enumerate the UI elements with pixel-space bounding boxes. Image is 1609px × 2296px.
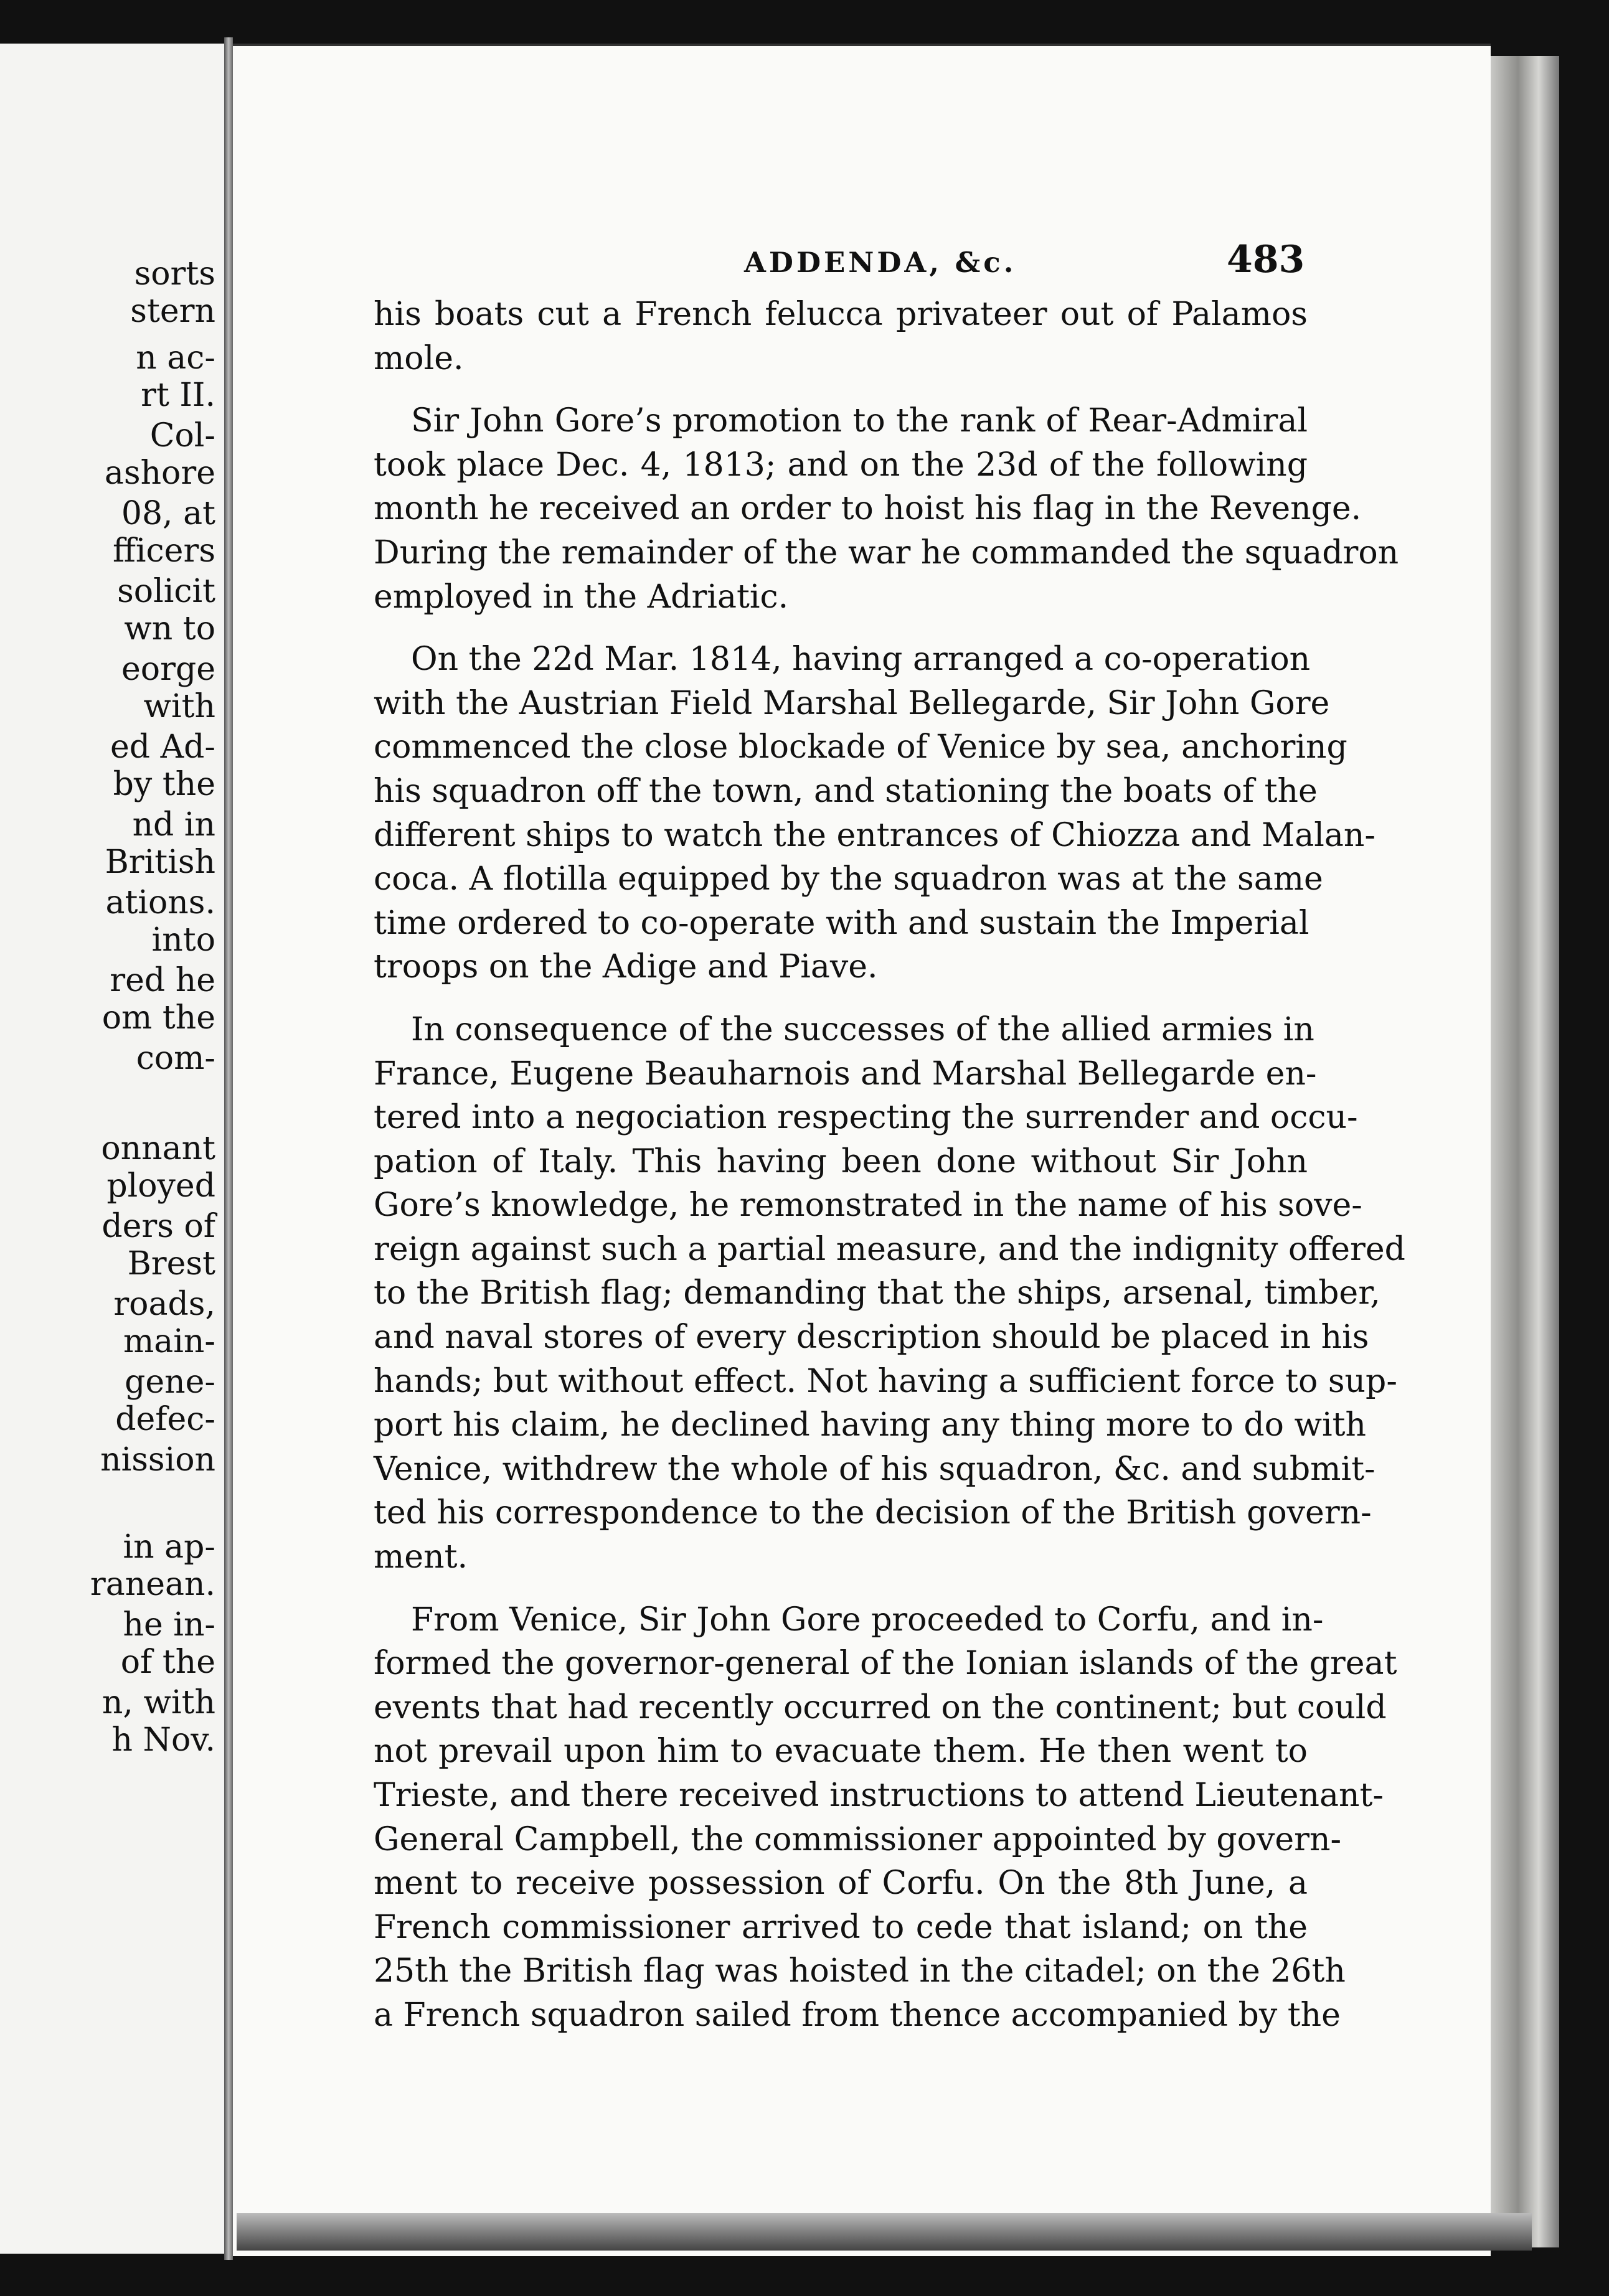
left-page-fragment: Brest: [127, 1245, 215, 1282]
text-line: events that had recently occurred on the continent; but could: [374, 1688, 1387, 1726]
paragraph-gap: [374, 1579, 1308, 1598]
running-header: ADDENDA, &c.: [744, 246, 1017, 279]
text-line: took place Dec. 4, 1813; and on the 23d of the following: [374, 446, 1308, 484]
page-number: 483: [1227, 238, 1305, 281]
left-page-fragment: ployed: [106, 1167, 215, 1205]
left-page-fragment: main-: [123, 1323, 215, 1360]
book-gutter: [224, 37, 233, 2260]
left-page-fragment: n ac-: [136, 339, 215, 377]
left-page-fragment: n, with: [101, 1684, 215, 1721]
paragraph-gap: [374, 380, 1308, 399]
text-line: his squadron off the town, and stationing the boats of the: [374, 772, 1318, 810]
text-line: pation of Italy. This having been done without Sir John: [374, 1142, 1308, 1180]
left-page-fragment: wn to: [124, 610, 215, 647]
text-line: Sir John Gore’s promotion to the rank of Rear-Admiral: [411, 402, 1308, 440]
left-page-fragment: om the: [101, 999, 215, 1037]
left-page-fragment: onnant: [101, 1130, 215, 1167]
left-page-fragment: he in-: [123, 1606, 215, 1644]
left-page-fragment: eorge: [121, 651, 215, 688]
page-edge-shadow: [1491, 56, 1559, 2247]
text-line: Gore’s knowledge, he remonstrated in the name of his sove-: [374, 1187, 1362, 1225]
left-page-fragment: roads,: [113, 1286, 215, 1323]
text-line: with the Austrian Field Marshal Bellegarde, Sir John Gore: [374, 684, 1330, 722]
text-line: formed the governor-general of the Ionian islands of the great: [374, 1645, 1397, 1683]
left-page-fragment: red he: [110, 962, 215, 999]
text-line: employed in the Adriatic.: [374, 578, 789, 616]
left-page-fragment: ranean.: [90, 1566, 215, 1603]
left-page-fragment: of the: [120, 1644, 215, 1681]
text-line: and naval stores of every description should be placed in his: [374, 1319, 1369, 1357]
left-page-fragment: gene-: [125, 1363, 215, 1401]
text-line: hands; but without effect. Not having a sufficient force to sup-: [374, 1362, 1397, 1400]
left-page-fragment: fficers: [112, 532, 215, 570]
left-page-fragment: nd in: [132, 806, 215, 844]
text-line: On the 22d Mar. 1814, having arranged a co-operation: [411, 641, 1311, 679]
left-page-fragment: stern: [130, 293, 215, 330]
left-page-fragment: Col-: [149, 417, 215, 454]
text-line: ted his correspondence to the decision of the British govern-: [374, 1494, 1372, 1532]
text-line: commenced the close blockade of Venice by sea, anchoring: [374, 728, 1347, 766]
left-page-fragment: sorts: [134, 255, 215, 293]
left-page-fragment: with: [143, 688, 215, 725]
left-page-fragment: solicit: [117, 573, 215, 610]
paragraph-gap: [374, 989, 1308, 1008]
left-page-fragment: British: [105, 844, 215, 881]
left-page-fragment: in ap-: [123, 1528, 215, 1566]
text-line: In consequence of the successes of the allied armies in: [411, 1010, 1314, 1048]
text-line: different ships to watch the entrances of Chiozza and Malan-: [374, 816, 1375, 854]
text-line: month he received an order to hoist his flag in the Revenge.: [374, 490, 1362, 528]
text-line: to the British flag; demanding that the ships, arsenal, timber,: [374, 1274, 1380, 1312]
left-page: [0, 44, 228, 2254]
left-page-fragment: com-: [136, 1040, 215, 1077]
text-line: coca. A flotilla equipped by the squadron was at the same: [374, 860, 1323, 898]
text-line: not prevail upon him to evacuate them. He then went to: [374, 1733, 1308, 1771]
text-line: reign against such a partial measure, and the indignity offered: [374, 1230, 1405, 1268]
text-line: mole.: [374, 339, 464, 377]
text-line: Trieste, and there received instructions to attend Lieutenant-: [374, 1777, 1384, 1814]
left-page-fragment: by the: [113, 766, 215, 803]
text-line: During the remainder of the war he commanded the squadron: [374, 534, 1399, 572]
text-line: ment.: [374, 1538, 468, 1576]
text-line: 25th the British flag was hoisted in the citadel; on the 26th: [374, 1952, 1346, 1990]
left-page-fragment: ders of: [101, 1208, 215, 1245]
text-line: his boats cut a French felucca privateer out of Palamos: [374, 296, 1308, 333]
left-page-fragment: ed Ad-: [110, 728, 215, 766]
text-line: From Venice, Sir John Gore proceeded to Corfu, and in-: [411, 1601, 1324, 1639]
left-page-fragment: into: [151, 921, 215, 959]
text-line: time ordered to co-operate with and sustain the Imperial: [374, 904, 1309, 942]
left-page-fragment: 08, at: [121, 495, 215, 532]
text-line: General Campbell, the commissioner appointed by govern-: [374, 1820, 1342, 1858]
body-text: [374, 293, 1405, 2038]
page-bottom-shadow: [237, 2213, 1532, 2251]
text-line: ment to receive possession of Corfu. On the 8th June, a: [374, 1865, 1308, 1903]
text-line: France, Eugene Beauharnois and Marshal Bellegarde en-: [374, 1055, 1317, 1093]
left-page-fragment: ashore: [104, 454, 215, 492]
left-page-fragment: ations.: [105, 884, 215, 921]
text-line: tered into a negociation respecting the surrender and occu-: [374, 1099, 1358, 1137]
left-page-fragment: h Nov.: [111, 1721, 215, 1759]
left-page-fragment: defec-: [115, 1401, 215, 1438]
text-line: Venice, withdrew the whole of his squadron, &c. and submit-: [374, 1450, 1375, 1488]
text-line: troops on the Adige and Piave.: [374, 948, 878, 986]
left-page-fragment: rt II.: [141, 377, 215, 414]
text-line: French commissioner arrived to cede that island; on the: [374, 1908, 1308, 1946]
text-line: a French squadron sailed from thence accompanied by the: [374, 1996, 1341, 2034]
left-page-fragment: nission: [100, 1441, 215, 1479]
text-line: port his claim, he declined having any thing more to do with: [374, 1406, 1366, 1444]
paragraph-gap: [374, 619, 1308, 638]
